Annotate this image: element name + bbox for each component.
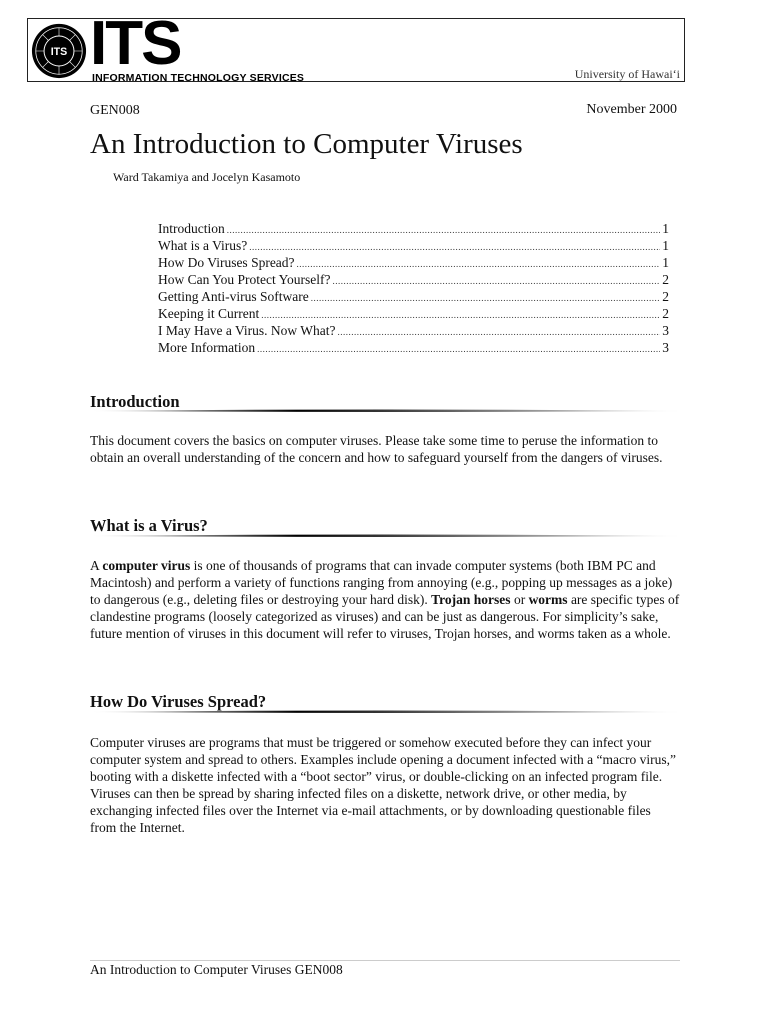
- what-is-a-virus-paragraph: [90, 557, 680, 642]
- toc-entry[interactable]: [158, 238, 669, 255]
- toc-leader: [261, 310, 660, 320]
- toc-entry[interactable]: [158, 289, 669, 306]
- toc-leader: [297, 259, 661, 269]
- page-footer: An Introduction to Computer Viruses GEN008: [90, 962, 343, 977]
- its-subtitle: INFORMATION TECHNOLOGY SERVICES: [92, 72, 305, 84]
- text-run: are specific types of clandestine programs (loosely categorized as viruses) and can be just as dangerous. For simplicity’s sake, future mention of viruses in this document will refer to viruses, Trojan horses, and worms taken as a whole.: [90, 592, 680, 641]
- toc-label: How Do Viruses Spread?: [158, 255, 295, 270]
- toc-page: 2: [662, 272, 669, 287]
- text-run: is one of thousands of programs that can invade computer systems (both IBM PC and Macintosh) and perform a variety of functions ranging from annoying (e.g., popping up messages as a joke) to dangerous (e.g., deleting files or destroying your hard disk).: [90, 558, 673, 607]
- toc-leader: [311, 293, 661, 303]
- footer-divider: [90, 960, 680, 961]
- toc-label: How Can You Protect Yourself?: [158, 272, 331, 287]
- toc-label: Keeping it Current: [158, 306, 260, 321]
- its-header-banner: [27, 9, 685, 84]
- toc-page: 2: [662, 289, 669, 304]
- section-heading-how-do-viruses-spread: How Do Viruses Spread?: [90, 692, 267, 711]
- toc-page: 3: [662, 323, 669, 338]
- text-run: or: [510, 592, 529, 607]
- term-computer-virus: computer virus: [102, 558, 191, 573]
- toc-leader: [338, 327, 661, 337]
- toc-label: Getting Anti-virus Software: [158, 289, 309, 304]
- toc-page: 3: [662, 340, 669, 355]
- term-worms: worms: [528, 592, 568, 607]
- section-rule: [90, 709, 680, 715]
- toc-leader: [257, 344, 660, 354]
- toc-entry[interactable]: [158, 255, 669, 272]
- toc-entry[interactable]: [158, 272, 669, 289]
- toc-entry[interactable]: [158, 340, 669, 357]
- document-title: An Introduction to Computer Viruses: [90, 128, 523, 160]
- authors: Ward Takamiya and Jocelyn Kasamoto: [113, 170, 301, 184]
- toc-page: 2: [662, 306, 669, 321]
- toc-entry[interactable]: [158, 306, 669, 323]
- section-rule: [90, 533, 680, 539]
- how-viruses-spread-paragraph: Computer viruses are programs that must be triggered or somehow executed before they can infect your computer system and spread to others. Examples include opening a document infected with a “macro virus,” booting with a diskette infected with a “boot sector” virus, or double-clicking on an infected program file. Viruses can then be spread by sharing infected files on a diskette, network drive, or other media, by exchanging infected files over the Internet via e-mail attachments, or by downloading questionable files from the Internet.: [90, 735, 676, 835]
- section-heading-introduction: Introduction: [90, 392, 180, 411]
- toc-page: 1: [662, 238, 669, 253]
- its-wordmark: ITS: [90, 9, 181, 78]
- document-id: GEN008: [90, 103, 140, 118]
- toc-page: 1: [662, 221, 669, 236]
- document-date: November 2000: [586, 102, 677, 117]
- seal-its-text: ITS: [50, 45, 68, 58]
- toc-leader: [249, 242, 660, 252]
- term-trojan-horses: Trojan horses: [431, 592, 511, 607]
- text-run: A: [90, 558, 103, 573]
- toc-leader: [227, 225, 661, 235]
- toc-entry[interactable]: [158, 323, 669, 340]
- toc-label: I May Have a Virus. Now What?: [158, 323, 336, 338]
- its-seal-logo: [30, 22, 88, 80]
- toc-label: Introduction: [158, 221, 225, 236]
- toc-label: More Information: [158, 340, 256, 355]
- university-name: University of Hawaiʻi: [574, 67, 680, 81]
- introduction-paragraph: This document covers the basics on computer viruses. Please take some time to peruse the information to obtain an overall understanding of the concern and how to safeguard yourself from the dangers of viruses.: [90, 433, 663, 465]
- toc-leader: [333, 276, 661, 286]
- toc-page: 1: [662, 255, 669, 270]
- toc-entry[interactable]: [158, 221, 669, 238]
- toc-label: What is a Virus?: [158, 238, 248, 253]
- section-heading-what-is-a-virus: What is a Virus?: [90, 516, 208, 535]
- table-of-contents: [158, 221, 669, 357]
- section-rule: [90, 408, 680, 414]
